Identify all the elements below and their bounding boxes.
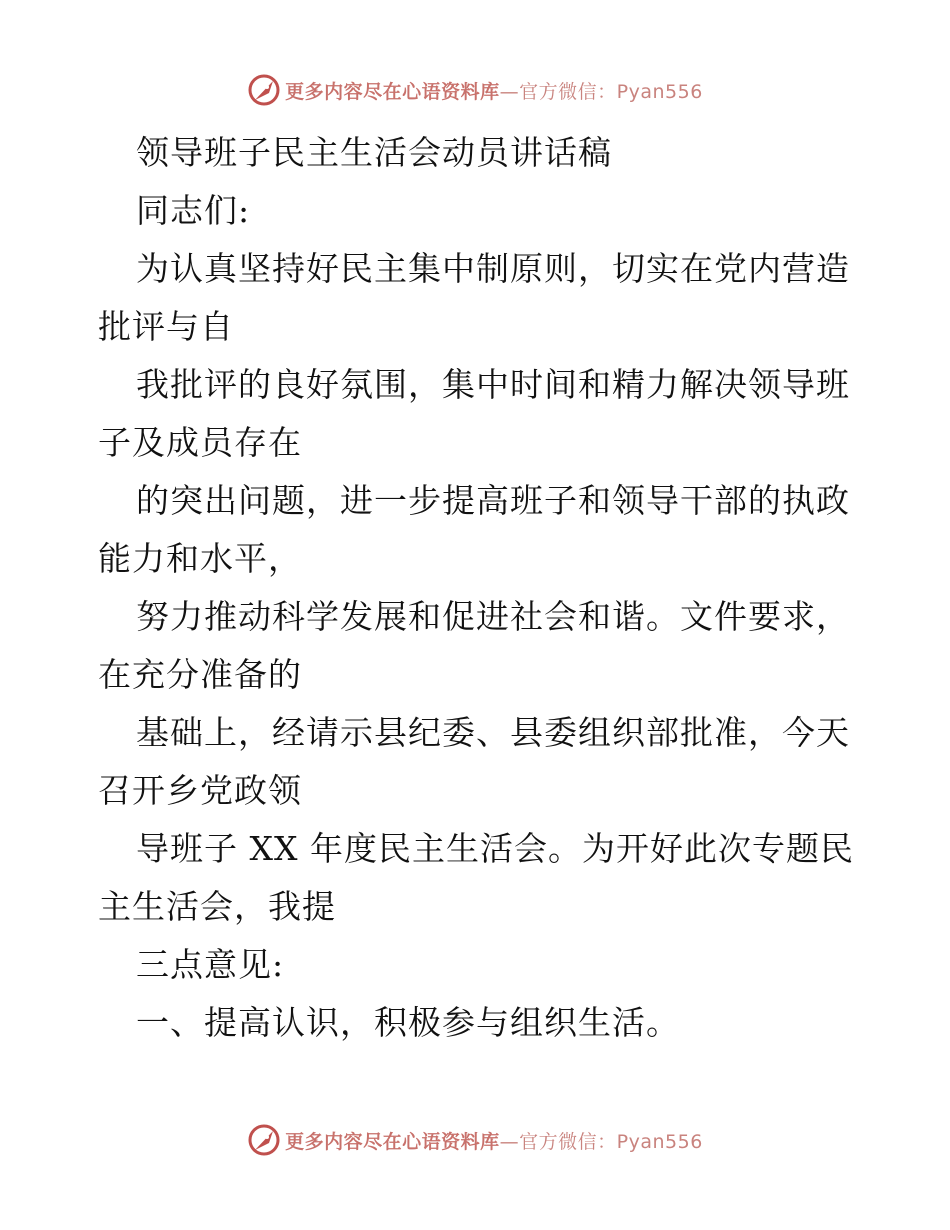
footer-brand: 更多内容尽在心语资料库 bbox=[285, 1130, 500, 1153]
paragraph-line: 能力和水平， bbox=[98, 539, 302, 578]
section-heading: 一、提高认识，积极参与组织生活。 bbox=[136, 1003, 680, 1042]
footer-watermark bbox=[0, 1120, 950, 1160]
paragraph-line: 主生活会，我提 bbox=[98, 887, 336, 926]
salutation: 同志们: bbox=[136, 191, 251, 230]
header-watermark bbox=[0, 70, 950, 110]
header-separator: — bbox=[499, 80, 520, 103]
paragraph-line: 我批评的良好氛围，集中时间和精力解决领导班 bbox=[136, 365, 850, 404]
document-body bbox=[98, 124, 858, 1052]
paragraph-line: 三点意见: bbox=[136, 945, 285, 984]
header-watermark-text bbox=[285, 77, 703, 104]
header-brand: 更多内容尽在心语资料库 bbox=[285, 80, 500, 103]
paragraph-line: 的突出问题，进一步提高班子和领导干部的执政 bbox=[136, 481, 850, 520]
paragraph-line: 努力推动科学发展和促进社会和谐。文件要求， bbox=[136, 597, 850, 636]
footer-separator: — bbox=[499, 1130, 520, 1153]
paragraph-line: 在充分准备的 bbox=[98, 655, 302, 694]
header-contact: 官方微信：Pyan556 bbox=[519, 80, 703, 103]
paragraph-line: 为认真坚持好民主集中制原则，切实在党内营造 bbox=[136, 249, 850, 288]
quill-logo-icon bbox=[247, 1123, 281, 1157]
paragraph-line: 批评与自 bbox=[98, 307, 234, 346]
quill-logo-icon bbox=[247, 73, 281, 107]
footer-watermark-text bbox=[285, 1127, 703, 1154]
paragraph-line: 召开乡党政领 bbox=[98, 771, 302, 810]
footer-contact: 官方微信：Pyan556 bbox=[519, 1130, 703, 1153]
paragraph-line: 基础上，经请示县纪委、县委组织部批准，今天 bbox=[136, 713, 850, 752]
paragraph-line: 子及成员存在 bbox=[98, 423, 302, 462]
document-title: 领导班子民主生活会动员讲话稿 bbox=[136, 133, 612, 172]
paragraph-line: 导班子 XX 年度民主生活会。为开好此次专题民 bbox=[136, 829, 854, 868]
